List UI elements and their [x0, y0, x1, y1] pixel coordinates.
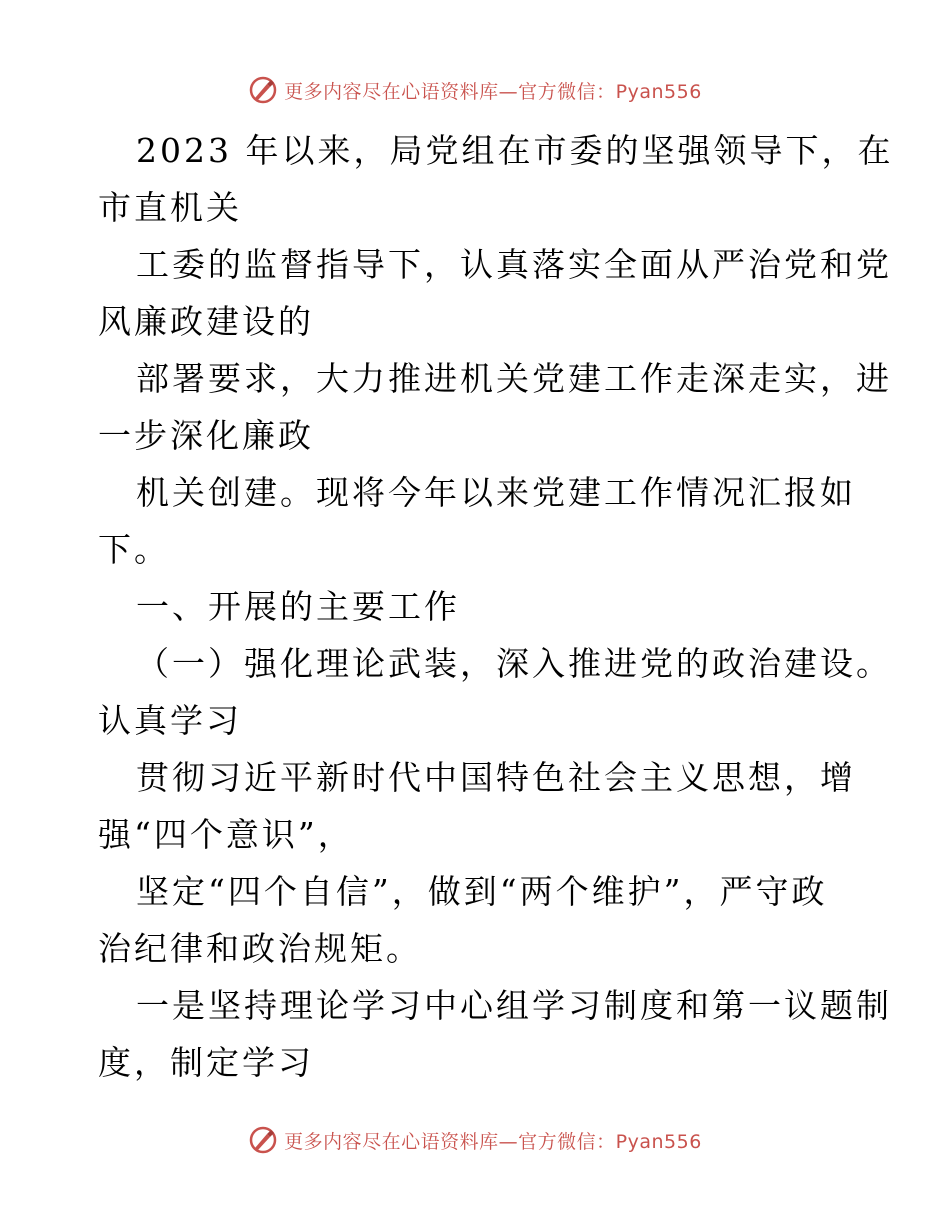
text-line: 下。 [98, 530, 170, 569]
text-line: 风廉政建设的 [98, 302, 314, 341]
pen-circle-logo-icon [248, 75, 278, 105]
text-line: 部署要求，大力推进机关党建工作走深走实，进 [136, 359, 892, 398]
text-line: 2023 年以来，局党组在市委的坚强领导下，在 [136, 131, 894, 170]
text-line: 一步深化廉政 [98, 416, 314, 455]
banner-text: 更多内容尽在心语资料库—官方微信：Pyan556 [284, 1130, 702, 1153]
footer-banner [0, 1120, 950, 1160]
text-line: 工委的监督指导下，认真落实全面从严治党和党 [136, 245, 892, 284]
text-line: 机关创建。现将今年以来党建工作情况汇报如 [136, 473, 856, 512]
text-line: 市直机关 [98, 188, 242, 227]
text-line: 贯彻习近平新时代中国特色社会主义思想，增 [136, 758, 856, 797]
text-line: 一、开展的主要工作 [136, 587, 460, 626]
text-line: 强“四个意识”， [98, 815, 354, 854]
document-body [98, 122, 894, 1091]
text-line: 认真学习 [98, 701, 242, 740]
text-line: 度，制定学习 [98, 1043, 314, 1082]
pen-circle-logo-icon [248, 1125, 278, 1155]
header-banner [0, 70, 950, 110]
text-line: （一）强化理论武装，深入推进党的政治建设。 [136, 644, 892, 683]
text-line: 一是坚持理论学习中心组学习制度和第一议题制 [136, 986, 892, 1025]
banner-text: 更多内容尽在心语资料库—官方微信：Pyan556 [284, 80, 702, 103]
text-line: 治纪律和政治规矩。 [98, 929, 422, 968]
text-line: 坚定“四个自信”，做到“两个维护”，严守政 [136, 872, 828, 911]
